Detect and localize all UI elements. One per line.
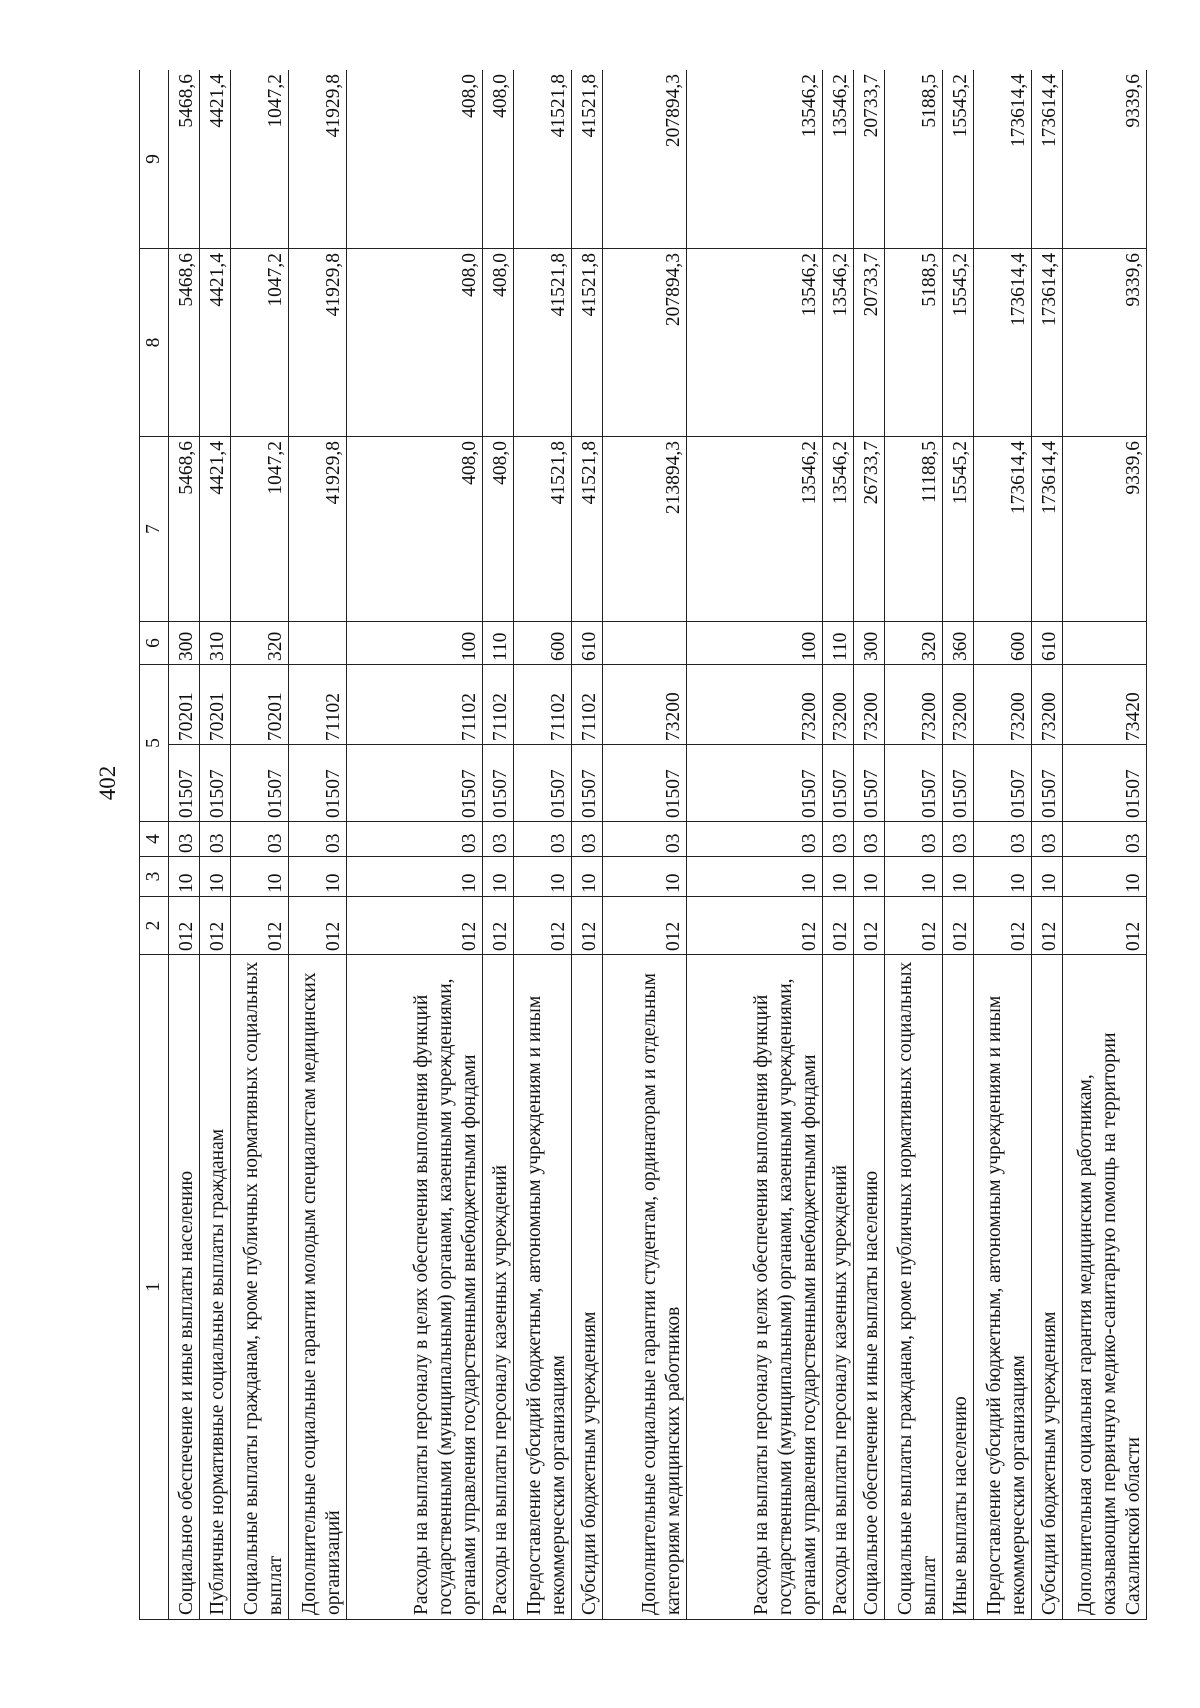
cell-amount-col-8: 173614,4 — [1032, 249, 1063, 437]
cell-section-code: 10 — [347, 857, 483, 897]
cell-article-code: 71102 — [289, 665, 347, 745]
cell-amount-col-9: 20733,7 — [854, 70, 885, 249]
cell-subsection-code: 03 — [347, 822, 483, 857]
cell-subsection-code: 03 — [943, 822, 974, 857]
row-description: Социальные выплаты гражданам, кроме публичных нормативных социальных выплат — [885, 955, 943, 1620]
cell-program-code: 01507 — [169, 745, 200, 822]
row-description: Иные выплаты населению — [943, 955, 974, 1620]
cell-amount-col-9: 207894,3 — [603, 70, 687, 249]
cell-amount-col-8: 5468,6 — [169, 249, 200, 437]
table-row — [1063, 70, 1147, 1620]
cell-expense-type-code: 300 — [169, 622, 200, 665]
cell-article-code: 71102 — [572, 665, 603, 745]
row-description: Дополнительные социальные гарантии молодым специалистам медицинских организаций — [289, 955, 347, 1620]
cell-expense-type-code: 100 — [347, 622, 483, 665]
cell-ministry-code: 012 — [572, 897, 603, 955]
cell-amount-col-8: 15545,2 — [943, 249, 974, 437]
cell-amount-col-8: 207894,3 — [603, 249, 687, 437]
cell-program-code: 01507 — [289, 745, 347, 822]
cell-program-code: 01507 — [200, 745, 231, 822]
row-description: Расходы на выплаты персоналу в целях обеспечения выполнения функций государственными (муниципальными) органами, казенными учреждениями, органами управления государственными внебюджетными фондами — [347, 955, 483, 1620]
table-row — [823, 70, 854, 1620]
cell-program-code: 01507 — [1032, 745, 1063, 822]
header-col-7: 7 — [140, 437, 169, 622]
cell-article-code: 73200 — [974, 665, 1032, 745]
cell-section-code: 10 — [686, 857, 822, 897]
cell-amount-col-7: 41929,8 — [289, 437, 347, 622]
cell-amount-col-8: 5188,5 — [885, 249, 943, 437]
cell-subsection-code: 03 — [603, 822, 687, 857]
cell-section-code: 10 — [974, 857, 1032, 897]
table-row — [169, 70, 200, 1620]
cell-program-code: 01507 — [686, 745, 822, 822]
header-col-2: 2 — [140, 897, 169, 955]
cell-amount-col-7: 9339,6 — [1063, 437, 1147, 622]
table-row — [289, 70, 347, 1620]
table-wrapper — [139, 70, 1147, 1620]
cell-amount-col-8: 13546,2 — [823, 249, 854, 437]
cell-program-code: 01507 — [823, 745, 854, 822]
cell-amount-col-9: 1047,2 — [231, 70, 289, 249]
header-col-6: 6 — [140, 622, 169, 665]
cell-article-code: 70201 — [169, 665, 200, 745]
cell-program-code: 01507 — [943, 745, 974, 822]
cell-article-code: 73420 — [1063, 665, 1147, 745]
cell-subsection-code: 03 — [854, 822, 885, 857]
cell-ministry-code: 012 — [1063, 897, 1147, 955]
cell-section-code: 10 — [603, 857, 687, 897]
cell-subsection-code: 03 — [686, 822, 822, 857]
cell-amount-col-7: 408,0 — [347, 437, 483, 622]
cell-subsection-code: 03 — [974, 822, 1032, 857]
cell-program-code: 01507 — [974, 745, 1032, 822]
cell-expense-type-code: 600 — [514, 622, 572, 665]
cell-ministry-code: 012 — [943, 897, 974, 955]
cell-program-code: 01507 — [347, 745, 483, 822]
header-col-5: 5 — [140, 665, 169, 822]
header-row — [140, 70, 169, 1620]
table-row — [885, 70, 943, 1620]
cell-program-code: 01507 — [231, 745, 289, 822]
cell-article-code: 73200 — [854, 665, 885, 745]
cell-program-code: 01507 — [483, 745, 514, 822]
cell-article-code: 73200 — [885, 665, 943, 745]
cell-ministry-code: 012 — [483, 897, 514, 955]
cell-amount-col-8: 41521,8 — [514, 249, 572, 437]
header-col-4: 4 — [140, 822, 169, 857]
cell-article-code: 73200 — [603, 665, 687, 745]
cell-expense-type-code — [289, 622, 347, 665]
row-description: Расходы на выплаты персоналу казенных учреждений — [483, 955, 514, 1620]
row-description: Предоставление субсидий бюджетным, автономным учреждениям и иным некоммерческим организациям — [974, 955, 1032, 1620]
cell-article-code: 73200 — [943, 665, 974, 745]
cell-program-code: 01507 — [572, 745, 603, 822]
row-description: Дополнительная социальная гарантия медицинским работникам, оказывающим первичную медико-санитарную помощь на территории Сахалинской области — [1063, 955, 1147, 1620]
cell-amount-col-8: 1047,2 — [231, 249, 289, 437]
cell-amount-col-7: 1047,2 — [231, 437, 289, 622]
table-row — [347, 70, 483, 1620]
row-description: Предоставление субсидий бюджетным, автономным учреждениям и иным некоммерческим организациям — [514, 955, 572, 1620]
cell-section-code: 10 — [854, 857, 885, 897]
cell-article-code: 71102 — [347, 665, 483, 745]
cell-section-code: 10 — [1032, 857, 1063, 897]
cell-ministry-code: 012 — [885, 897, 943, 955]
table-row — [572, 70, 603, 1620]
cell-amount-col-7: 173614,4 — [974, 437, 1032, 622]
cell-amount-col-8: 408,0 — [347, 249, 483, 437]
cell-section-code: 10 — [514, 857, 572, 897]
cell-program-code: 01507 — [603, 745, 687, 822]
cell-section-code: 10 — [943, 857, 974, 897]
cell-ministry-code: 012 — [200, 897, 231, 955]
cell-expense-type-code: 320 — [231, 622, 289, 665]
table-row — [1032, 70, 1063, 1620]
cell-expense-type-code: 320 — [885, 622, 943, 665]
row-description: Публичные нормативные социальные выплаты гражданам — [200, 955, 231, 1620]
cell-amount-col-9: 13546,2 — [823, 70, 854, 249]
cell-subsection-code: 03 — [823, 822, 854, 857]
cell-section-code: 10 — [483, 857, 514, 897]
table-row — [686, 70, 822, 1620]
cell-subsection-code: 03 — [169, 822, 200, 857]
cell-article-code: 70201 — [200, 665, 231, 745]
table-row — [514, 70, 572, 1620]
cell-article-code: 73200 — [823, 665, 854, 745]
table-row — [854, 70, 885, 1620]
cell-ministry-code: 012 — [854, 897, 885, 955]
row-description: Расходы на выплаты персоналу в целях обеспечения выполнения функций государственными (муниципальными) органами, казенными учреждениями, органами управления государственными внебюджетными фондами — [686, 955, 822, 1620]
table-row — [483, 70, 514, 1620]
cell-amount-col-7: 13546,2 — [686, 437, 822, 622]
cell-amount-col-7: 173614,4 — [1032, 437, 1063, 622]
table-row — [200, 70, 231, 1620]
cell-amount-col-8: 13546,2 — [686, 249, 822, 437]
cell-amount-col-9: 5188,5 — [885, 70, 943, 249]
cell-ministry-code: 012 — [823, 897, 854, 955]
cell-amount-col-9: 408,0 — [483, 70, 514, 249]
cell-ministry-code: 012 — [514, 897, 572, 955]
row-description: Субсидии бюджетным учреждениям — [572, 955, 603, 1620]
cell-expense-type-code: 110 — [483, 622, 514, 665]
cell-amount-col-9: 4421,4 — [200, 70, 231, 249]
cell-article-code: 73200 — [686, 665, 822, 745]
table-row — [603, 70, 687, 1620]
header-col-3: 3 — [140, 857, 169, 897]
cell-program-code: 01507 — [854, 745, 885, 822]
cell-subsection-code: 03 — [483, 822, 514, 857]
cell-amount-col-9: 13546,2 — [686, 70, 822, 249]
cell-amount-col-7: 4421,4 — [200, 437, 231, 622]
cell-program-code: 01507 — [1063, 745, 1147, 822]
cell-ministry-code: 012 — [686, 897, 822, 955]
cell-subsection-code: 03 — [231, 822, 289, 857]
cell-section-code: 10 — [823, 857, 854, 897]
table-row — [231, 70, 289, 1620]
cell-amount-col-7: 26733,7 — [854, 437, 885, 622]
row-description: Социальное обеспечение и иные выплаты населению — [169, 955, 200, 1620]
cell-amount-col-9: 41521,8 — [572, 70, 603, 249]
cell-subsection-code: 03 — [289, 822, 347, 857]
table-body — [169, 70, 1147, 1620]
cell-amount-col-9: 9339,6 — [1063, 70, 1147, 249]
cell-amount-col-7: 213894,3 — [603, 437, 687, 622]
cell-expense-type-code — [603, 622, 687, 665]
cell-amount-col-9: 41929,8 — [289, 70, 347, 249]
header-col-9: 9 — [140, 70, 169, 249]
cell-amount-col-9: 408,0 — [347, 70, 483, 249]
cell-expense-type-code: 610 — [572, 622, 603, 665]
cell-amount-col-8: 408,0 — [483, 249, 514, 437]
cell-article-code: 71102 — [514, 665, 572, 745]
budget-table — [139, 70, 1147, 1620]
cell-amount-col-8: 41929,8 — [289, 249, 347, 437]
cell-ministry-code: 012 — [231, 897, 289, 955]
cell-section-code: 10 — [289, 857, 347, 897]
cell-section-code: 10 — [169, 857, 200, 897]
cell-section-code: 10 — [572, 857, 603, 897]
cell-ministry-code: 012 — [347, 897, 483, 955]
cell-amount-col-7: 11188,5 — [885, 437, 943, 622]
cell-amount-col-7: 15545,2 — [943, 437, 974, 622]
cell-program-code: 01507 — [885, 745, 943, 822]
header-col-1: 1 — [140, 955, 169, 1620]
cell-expense-type-code — [1063, 622, 1147, 665]
table-row — [943, 70, 974, 1620]
table-row — [974, 70, 1032, 1620]
cell-expense-type-code: 100 — [686, 622, 822, 665]
cell-amount-col-8: 173614,4 — [974, 249, 1032, 437]
cell-expense-type-code: 300 — [854, 622, 885, 665]
cell-amount-col-9: 173614,4 — [974, 70, 1032, 249]
cell-expense-type-code: 360 — [943, 622, 974, 665]
cell-article-code: 73200 — [1032, 665, 1063, 745]
cell-section-code: 10 — [231, 857, 289, 897]
cell-amount-col-8: 41521,8 — [572, 249, 603, 437]
cell-program-code: 01507 — [514, 745, 572, 822]
cell-amount-col-8: 4421,4 — [200, 249, 231, 437]
cell-section-code: 10 — [885, 857, 943, 897]
cell-expense-type-code: 310 — [200, 622, 231, 665]
cell-amount-col-7: 41521,8 — [572, 437, 603, 622]
cell-amount-col-8: 9339,6 — [1063, 249, 1147, 437]
cell-amount-col-9: 15545,2 — [943, 70, 974, 249]
cell-subsection-code: 03 — [885, 822, 943, 857]
table-rotation-frame — [139, 70, 1147, 1620]
table-header — [140, 70, 169, 1620]
cell-expense-type-code: 110 — [823, 622, 854, 665]
cell-subsection-code: 03 — [1063, 822, 1147, 857]
cell-expense-type-code: 610 — [1032, 622, 1063, 665]
cell-expense-type-code: 600 — [974, 622, 1032, 665]
cell-amount-col-9: 173614,4 — [1032, 70, 1063, 249]
cell-amount-col-7: 5468,6 — [169, 437, 200, 622]
cell-ministry-code: 012 — [289, 897, 347, 955]
cell-amount-col-9: 41521,8 — [514, 70, 572, 249]
cell-ministry-code: 012 — [603, 897, 687, 955]
cell-article-code: 71102 — [483, 665, 514, 745]
row-description: Расходы на выплаты персоналу казенных учреждений — [823, 955, 854, 1620]
cell-amount-col-9: 5468,6 — [169, 70, 200, 249]
row-description: Дополнительные социальные гарантии студентам, ординаторам и отдельным категориям медицинских работников — [603, 955, 687, 1620]
cell-section-code: 10 — [200, 857, 231, 897]
cell-subsection-code: 03 — [1032, 822, 1063, 857]
page-number: 402 — [95, 765, 120, 801]
row-description: Субсидии бюджетным учреждениям — [1032, 955, 1063, 1620]
cell-amount-col-7: 13546,2 — [823, 437, 854, 622]
cell-amount-col-7: 41521,8 — [514, 437, 572, 622]
cell-ministry-code: 012 — [1032, 897, 1063, 955]
cell-ministry-code: 012 — [974, 897, 1032, 955]
cell-subsection-code: 03 — [572, 822, 603, 857]
cell-section-code: 10 — [1063, 857, 1147, 897]
cell-subsection-code: 03 — [514, 822, 572, 857]
row-description: Социальные выплаты гражданам, кроме публичных нормативных социальных выплат — [231, 955, 289, 1620]
header-col-8: 8 — [140, 249, 169, 437]
cell-amount-col-8: 20733,7 — [854, 249, 885, 437]
row-description: Социальное обеспечение и иные выплаты населению — [854, 955, 885, 1620]
cell-amount-col-7: 408,0 — [483, 437, 514, 622]
cell-subsection-code: 03 — [200, 822, 231, 857]
cell-article-code: 70201 — [231, 665, 289, 745]
cell-ministry-code: 012 — [169, 897, 200, 955]
